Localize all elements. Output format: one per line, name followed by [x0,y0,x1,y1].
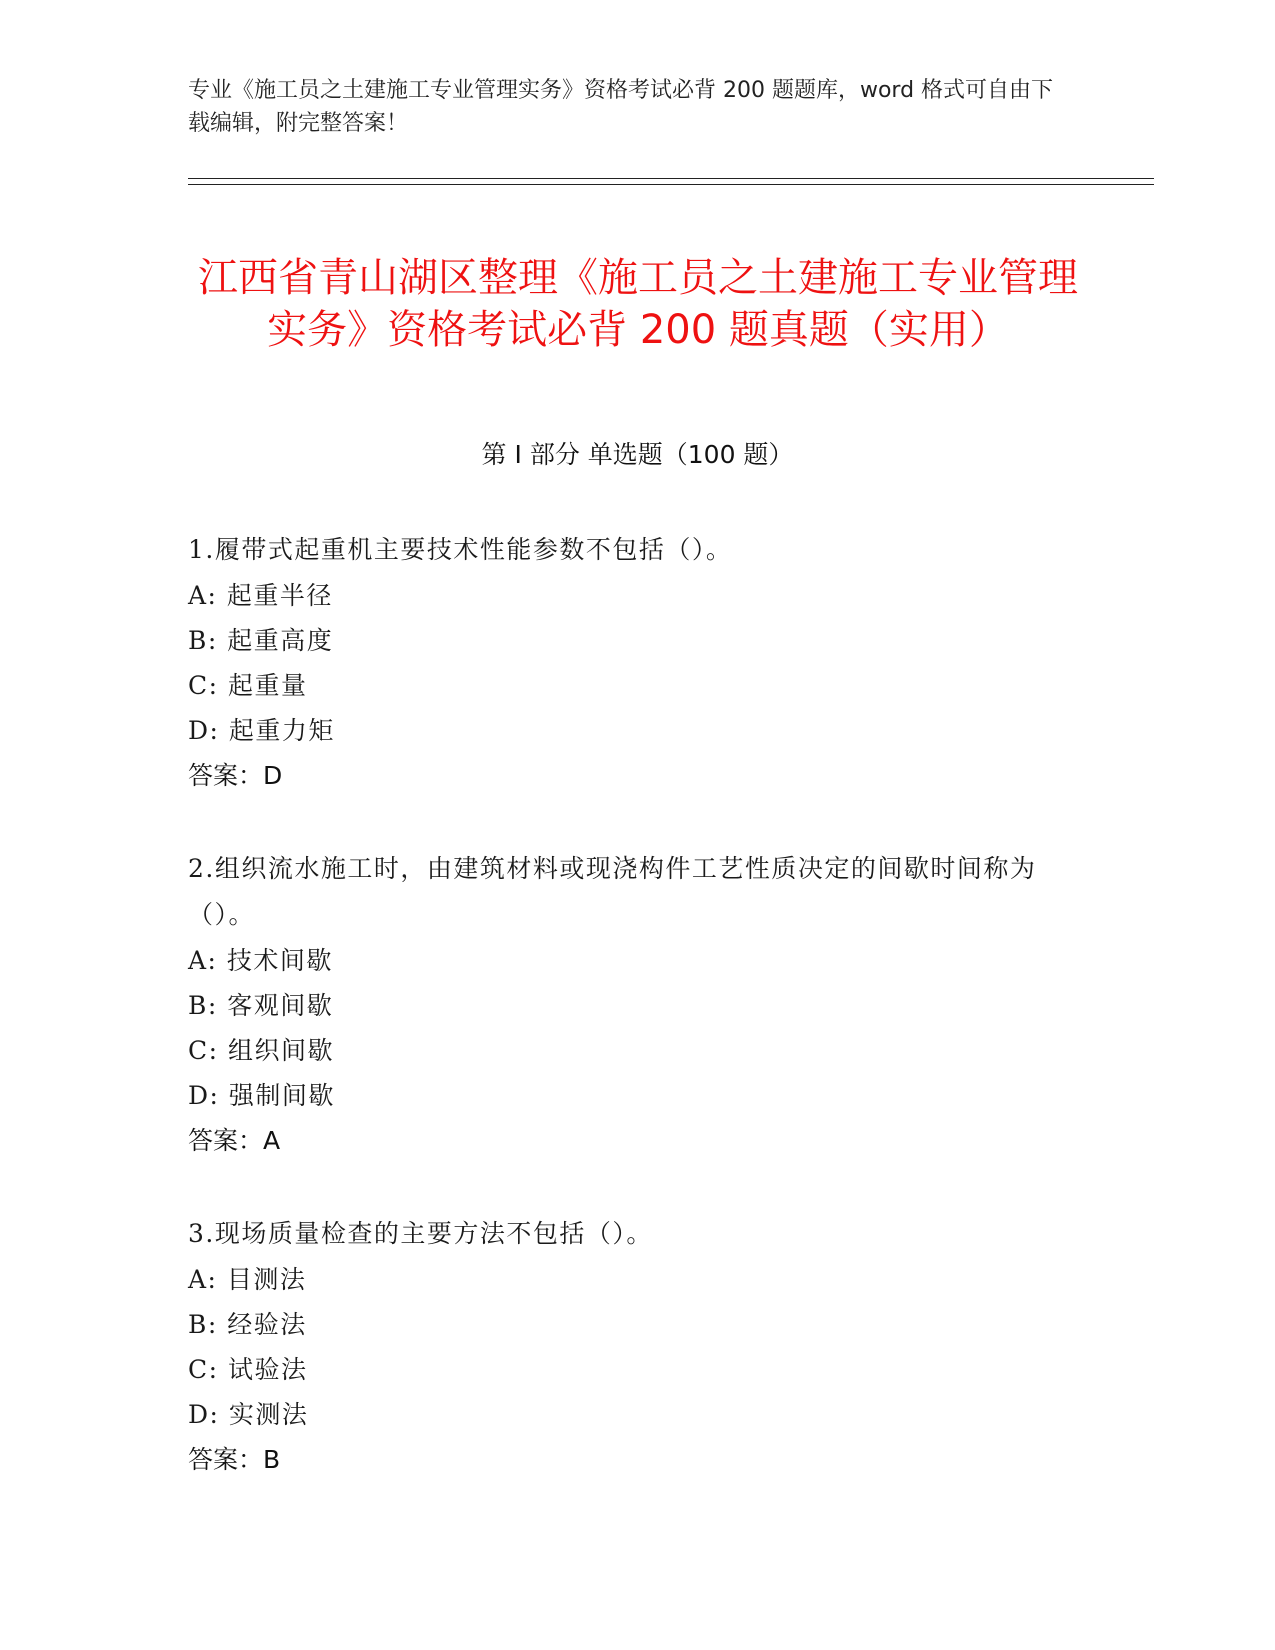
option-a: A: 技术间歇 [188,946,333,975]
answer: 答案：D [188,761,283,790]
option-d: D: 起重力矩 [188,716,335,745]
question-stem: 3.现场质量检查的主要方法不包括（）。 [188,1219,653,1248]
option-c: C: 试验法 [188,1355,308,1384]
header-divider-bottom [188,184,1154,185]
header-divider-top [188,178,1154,179]
document-title: 江西省青山湖区整理《施工员之土建施工专业管理实务》资格考试必背 200 题真题（实用） [198,254,1078,353]
option-a: A: 起重半径 [188,581,333,610]
question-list [188,527,1088,1530]
answer: 答案：A [188,1126,281,1155]
header-note: 专业《施工员之土建施工专业管理实务》资格考试必背 200 题题库，word 格式可自由下载编辑，附完整答案！ [188,78,1054,136]
option-b: B: 经验法 [188,1310,307,1339]
question-1 [188,527,1088,799]
option-d: D: 实测法 [188,1400,309,1429]
option-d: D: 强制间歇 [188,1081,335,1110]
answer: 答案：B [188,1445,281,1474]
option-c: C: 起重量 [188,671,308,700]
question-stem: 1.履带式起重机主要技术性能参数不包括（）。 [188,535,733,564]
question-stem: 2.组织流水施工时，由建筑材料或现浇构件工艺性质决定的间歇时间称为（）。 [188,854,1037,929]
question-3 [188,1211,1088,1483]
section-title: 第 I 部分 单选题（100 题） [481,440,794,469]
option-c: C: 组织间歇 [188,1036,334,1065]
option-b: B: 起重高度 [188,626,334,655]
option-a: A: 目测法 [188,1265,307,1294]
option-b: B: 客观间歇 [188,991,334,1020]
question-2 [188,846,1088,1164]
